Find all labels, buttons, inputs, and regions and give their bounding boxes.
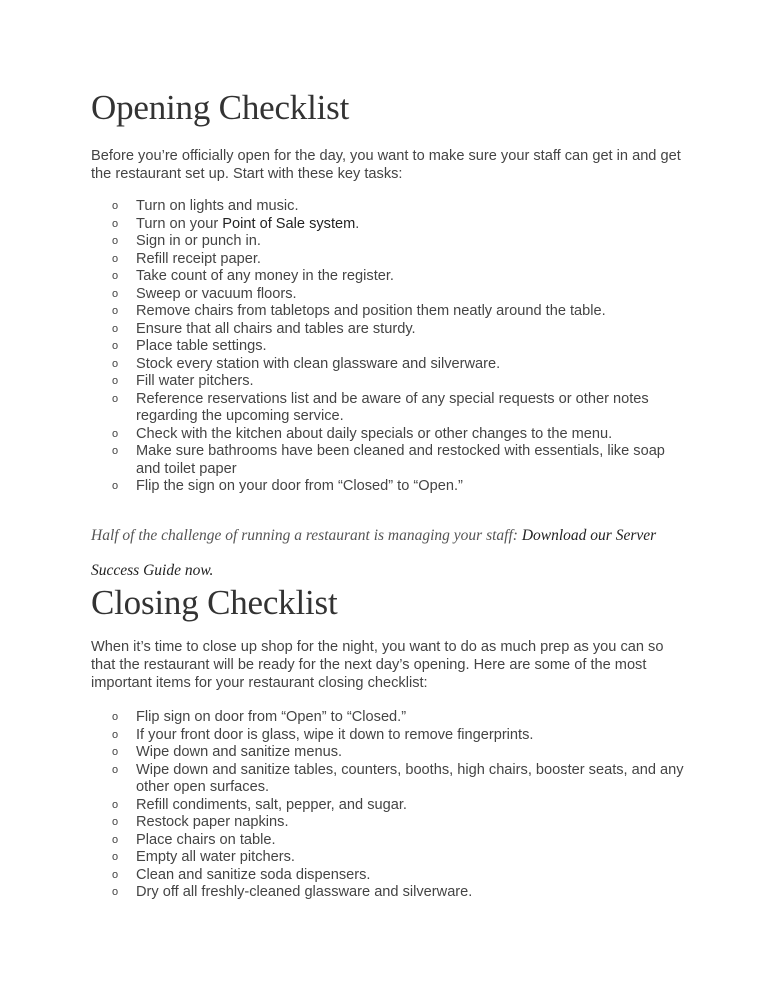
opening-intro-paragraph: Before you’re officially open for the day, you want to make sure your staff can get in and get the restaurant set up. Start with these key tasks: [91,148,681,182]
opening-checklist [91,198,691,496]
bullet-icon: o [112,445,119,457]
list-item: o Ensure that all chairs and tables are sturdy. [112,320,416,337]
bullet-icon: o [112,816,119,828]
bullet-icon: o [112,763,119,776]
list-item: o Dry off all freshly-cleaned glassware and silverware. [112,884,473,900]
list-item: o Turn on your Point of Sale system. [112,215,360,232]
bullet-icon: o [112,270,119,282]
bullet-icon: o [112,711,119,723]
bullet-icon: o [112,833,119,846]
bullet-icon: o [112,235,119,247]
bullet-icon: o [112,375,119,387]
list-item: o Refill condiments, salt, pepper, and sugar. [112,796,407,813]
list-item: o Sign in or punch in. [112,233,261,249]
bullet-icon: o [112,427,119,440]
closing-checklist [91,709,691,902]
bullet-icon: o [112,746,119,758]
list-item: o Reference reservations list and be aware of any special requests or other notes regarding the upcoming service. [112,390,649,424]
list-item: o Check with the kitchen about daily specials or other changes to the menu. [112,425,613,442]
server-success-guide-link[interactable]: Download our Server Success Guide now. [91,527,657,579]
bullet-icon: o [112,480,119,492]
bullet-icon: o [112,886,119,898]
bullet-icon: o [112,851,119,863]
bullet-icon: o [112,340,119,352]
bullet-icon: o [112,868,119,881]
list-item: o Sweep or vacuum floors. [112,285,297,302]
bullet-icon: o [112,322,119,335]
server-guide-callout: Half of the challenge of running a restaurant is managing your staff: Download our Server Success Guide now. [91,527,657,579]
list-item: o Place table settings. [112,338,267,354]
list-item: o If your front door is glass, wipe it down to remove fingerprints. [112,726,534,743]
closing-checklist-heading: Closing Checklist [91,583,338,622]
list-item: o Restock paper napkins. [112,814,289,830]
list-item: o Clean and sanitize soda dispensers. [112,866,371,883]
bullet-icon: o [112,200,119,212]
bullet-icon: o [112,357,119,370]
bullet-icon: o [112,798,119,811]
list-item: o Place chairs on table. [112,831,276,848]
closing-intro-paragraph: When it’s time to close up shop for the night, you want to do as much prep as you can so that the restaurant will be ready for the next day’s opening. Here are some of the most important items for your restaurant closing checklist: [91,639,664,691]
bullet-icon: o [112,217,119,230]
list-item: o Flip sign on door from “Open” to “Closed.” [112,709,407,725]
list-item: o Fill water pitchers. [112,373,254,389]
list-item: o Stock every station with clean glassware and silverware. [112,355,501,372]
list-item: o Take count of any money in the register. [112,268,394,284]
bullet-icon: o [112,392,119,405]
list-item: o Refill receipt paper. [112,250,261,267]
list-item: o Wipe down and sanitize menus. [112,744,343,760]
opening-checklist-heading: Opening Checklist [91,88,350,127]
list-item: o Flip the sign on your door from “Closed” to “Open.” [112,478,463,494]
bullet-icon: o [112,728,119,741]
list-item: o Remove chairs from tabletops and position them neatly around the table. [112,303,606,319]
bullet-icon: o [112,305,119,317]
list-item: o Wipe down and sanitize tables, counters, booths, high chairs, booster seats, and any other open surfaces. [112,761,684,795]
bullet-icon: o [112,252,119,265]
point-of-sale-link[interactable]: Point of Sale system [222,215,356,232]
list-item: o Make sure bathrooms have been cleaned and restocked with essentials, like soap and toilet paper [112,443,665,477]
list-item: o Empty all water pitchers. [112,849,295,865]
list-item: o Turn on lights and music. [112,198,299,214]
bullet-icon: o [112,287,119,300]
